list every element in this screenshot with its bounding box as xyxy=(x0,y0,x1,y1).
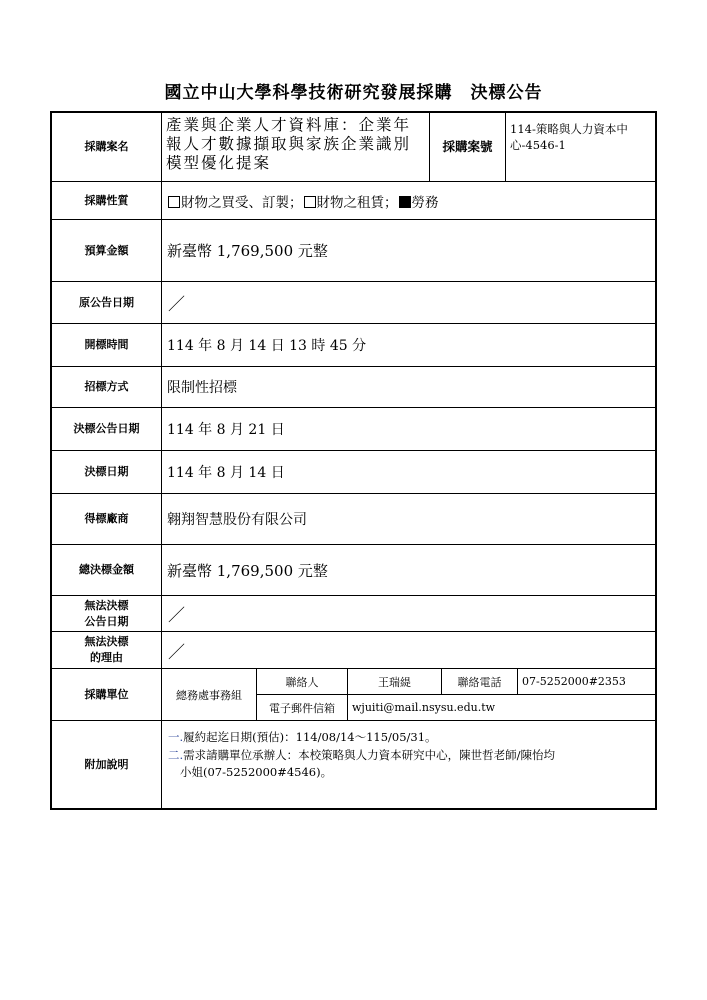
no-award-date-label: 無法決標 公告日期 xyxy=(52,595,161,631)
nature-option-purchase: 財物之買受、訂製； xyxy=(167,191,303,211)
award-notice-date-value: 114 年 8 月 21 日 xyxy=(161,407,655,450)
nature-options xyxy=(161,181,655,219)
checkbox-empty-icon xyxy=(304,196,316,208)
opening-time-value: 114 年 8 月 14 日 13 時 45 分 xyxy=(161,323,655,366)
procurement-no-value: 114-策略與人力資本中心-4546-1 xyxy=(505,113,655,181)
no-award-reason-label: 無法決標 的理由 xyxy=(52,631,161,668)
total-award-value: 新臺幣 1,769,500 元整 xyxy=(161,544,655,595)
procurement-no-label: 採購案號 xyxy=(429,113,505,181)
method-label: 招標方式 xyxy=(52,366,161,407)
vendor-label: 得標廠商 xyxy=(52,493,161,544)
contact-label: 聯絡人 xyxy=(256,668,347,694)
nature-option-lease: 財物之租賃； xyxy=(303,191,398,211)
page-title: 國立中山大學科學技術研究發展採購 決標公告 xyxy=(164,83,543,103)
total-award-label: 總決標金額 xyxy=(52,544,161,595)
original-date-value: ／ xyxy=(161,281,655,323)
checkbox-filled-icon xyxy=(399,196,411,208)
award-date-value: 114 年 8 月 14 日 xyxy=(161,450,655,493)
note-item: 一.履約起迄日期(預估)：114/08/14～115/05/31。 xyxy=(168,730,437,744)
phone-value: 07-5252000#2353 xyxy=(517,668,655,694)
nature-label: 採購性質 xyxy=(52,181,161,219)
vendor-value: 翱翔智慧股份有限公司 xyxy=(161,493,655,544)
unit-name: 總務處事務組 xyxy=(161,668,256,720)
notes-content xyxy=(161,720,655,808)
no-award-reason-value: ／ xyxy=(161,631,655,668)
budget-label: 預算金額 xyxy=(52,219,161,281)
contact-value: 王瑞緹 xyxy=(347,668,441,694)
award-date-label: 決標日期 xyxy=(52,450,161,493)
no-award-date-value: ／ xyxy=(161,595,655,631)
procurement-name-label: 採購案名 xyxy=(84,140,129,154)
note-item: 二.需求請購單位承辦人：本校策略與人力資本研究中心，陳世哲老師/陳怡均 xyxy=(168,747,556,762)
phone-label: 聯絡電話 xyxy=(441,668,517,694)
checkbox-empty-icon xyxy=(168,196,180,208)
opening-time-label: 開標時間 xyxy=(52,323,161,366)
email-value: wjuiti@mail.nsysu.edu.tw xyxy=(347,694,655,720)
original-date-label: 原公告日期 xyxy=(52,281,161,323)
nature-option-service: 勞務 xyxy=(398,191,439,211)
award-notice-date-label: 決標公告日期 xyxy=(52,407,161,450)
notes-label: 附加說明 xyxy=(52,720,161,808)
method-value: 限制性招標 xyxy=(161,366,655,407)
email-label: 電子郵件信箱 xyxy=(256,694,347,720)
procurement-name-value: 產業與企業人才資料庫：企業年報人才數據擷取與家族企業識別模型優化提案 xyxy=(161,113,429,181)
note-item-continuation: 小姐(07-5252000#4546)。 xyxy=(180,765,333,779)
unit-label: 採購單位 xyxy=(52,668,161,720)
announcement-table xyxy=(50,111,657,810)
budget-value: 新臺幣 1,769,500 元整 xyxy=(161,219,655,281)
